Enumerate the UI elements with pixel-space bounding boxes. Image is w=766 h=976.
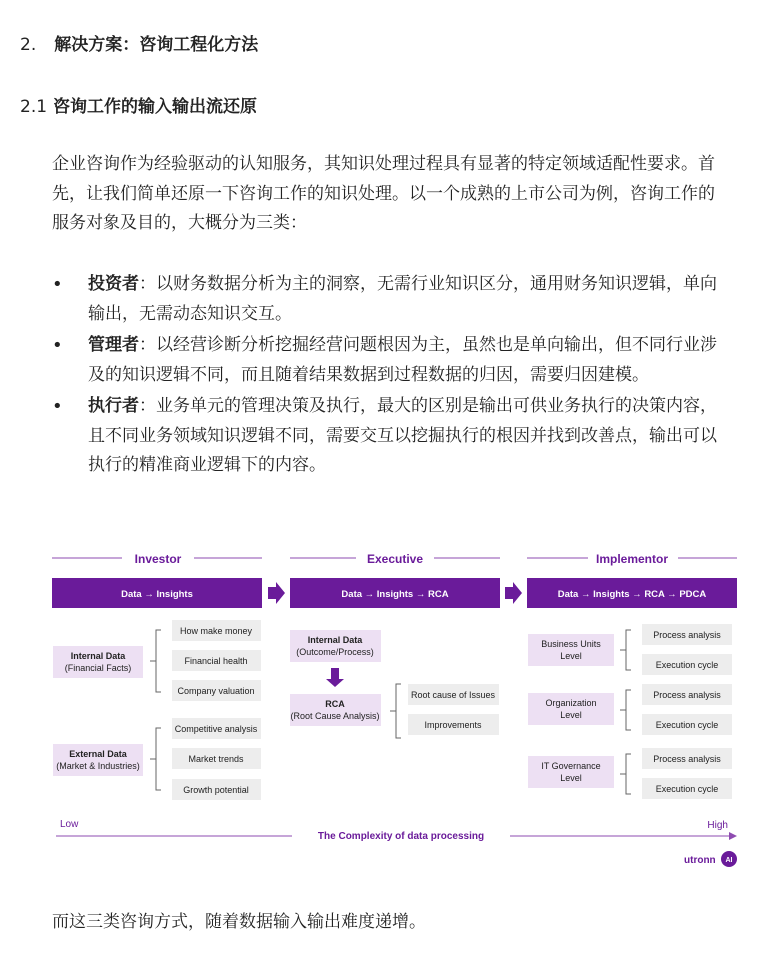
investor-external-data-box [53,744,143,776]
consulting-complexity-diagram [0,540,766,870]
bullet-term: 投资者 [88,274,139,294]
subsection-heading [20,92,257,117]
svg-text:Data → Insights → RCA → PDCA: Data → Insights → RCA → PDCA [557,589,707,600]
bullet-text: 以经营诊断分析挖掘经营问题根因为主，虽然也是单向输出，但不同行业涉及的知识逻辑不同，而且随着结果数据到过程数据的归因，需要归因建模。 [88,335,717,385]
column-executive-header [290,552,500,566]
svg-text:RCA: RCA [325,699,345,709]
executive-rca-item [408,714,499,735]
svg-text:(Outcome/Process): (Outcome/Process) [296,647,374,657]
subsection-title: 咨询工作的输入输出流还原 [53,97,258,117]
executive-internal-data-box [290,630,381,662]
section-number: 2. [20,35,37,55]
svg-text:Business Units: Business Units [541,639,601,649]
complexity-axis [56,819,736,842]
svg-text:utronn: utronn [684,855,716,866]
axis-low-label: Low [60,819,79,830]
investor-internal-item [172,650,261,671]
investor-internal-item [172,620,261,641]
bullet-text: 业务单元的管理决策及执行，最大的区别是输出可供业务执行的决策内容，且不同业务领域知识逻辑不同，需要交互以挖掘执行的根因并找到改善点，输出可以执行的精准商业逻辑下的内容。 [88,396,717,475]
list-item [52,392,722,481]
implementor-group-organization [528,684,732,735]
column-investor-header [52,552,262,566]
bullet-sep: ： [139,335,156,355]
executive-rca-item [408,684,499,705]
svg-text:Company valuation: Company valuation [177,686,255,696]
svg-text:Internal Data: Internal Data [70,651,126,661]
investor-external-item [172,748,261,769]
svg-text:Market trends: Market trends [188,754,244,764]
svg-text:Financial health: Financial health [184,656,248,666]
svg-text:Level: Level [560,651,582,661]
implementor-group-business-units [528,624,732,675]
bracket [150,630,161,692]
bracket [620,754,631,794]
bracket [620,630,631,670]
bullet-term: 执行者 [88,396,139,416]
list-item [52,270,722,329]
svg-text:Process analysis: Process analysis [653,630,721,640]
utronn-logo [684,851,737,867]
svg-text:How make money: How make money [179,626,253,636]
svg-text:Level: Level [560,710,582,720]
svg-text:External Data: External Data [69,749,127,759]
svg-text:Execution cycle: Execution cycle [655,784,719,794]
axis-high-label: High [707,820,728,831]
banner-implementor [527,578,737,608]
column-title: Implementor [595,552,669,566]
investor-external-item [172,779,261,800]
arrow-down-icon [326,668,344,687]
investor-internal-item [172,680,261,701]
svg-text:Data → Insights → RCA: Data → Insights → RCA [341,589,449,600]
executive-rca-box [290,694,381,726]
svg-text:Growth potential: Growth potential [183,785,249,795]
svg-text:IT Governance: IT Governance [541,761,601,771]
implementor-group-it-governance [528,748,732,799]
arrow-right-icon [268,582,285,604]
bullet-sep: ： [139,274,156,294]
svg-text:Improvements: Improvements [424,720,482,730]
svg-text:Competitive analysis: Competitive analysis [174,724,258,734]
bracket [390,684,401,738]
arrow-right-icon [505,582,522,604]
subsection-number: 2.1 [20,97,48,117]
svg-text:Internal Data: Internal Data [307,635,363,645]
banner-investor [52,578,262,608]
svg-text:(Root Cause Analysis): (Root Cause Analysis) [290,711,380,721]
axis-title: The Complexity of data processing [317,831,485,842]
investor-internal-data-box [53,646,143,678]
svg-text:Root cause of Issues: Root cause of Issues [410,690,496,700]
svg-text:Organization: Organization [545,698,597,708]
svg-text:(Financial Facts): (Financial Facts) [64,663,132,673]
column-implementor-header [527,552,737,566]
list-item [52,331,722,390]
svg-text:Data → Insights: Data → Insights [121,589,193,600]
svg-text:Level: Level [560,773,582,783]
bullet-text: 以财务数据分析为主的洞察，无需行业知识区分，通用财务知识逻辑，单向输出，无需动态知识交互。 [88,274,717,324]
svg-text:(Market & Industries): (Market & Industries) [56,761,140,771]
bracket [620,690,631,730]
svg-text:Process analysis: Process analysis [653,754,721,764]
svg-text:Execution cycle: Execution cycle [655,720,719,730]
closing-paragraph: 而这三类咨询方式，随着数据输入输出难度递增。 [52,912,426,932]
bullet-list [52,270,722,483]
section-title: 解决方案：咨询工程化方法 [54,35,259,55]
svg-text:Process analysis: Process analysis [653,690,721,700]
bullet-sep: ： [139,396,156,416]
column-title: Executive [366,552,424,566]
column-title: Investor [134,552,182,566]
section-heading [20,30,258,55]
intro-paragraph: 企业咨询作为经验驱动的认知服务，其知识处理过程具有显著的特定领域适配性要求。首先，让我们简单还原一下咨询工作的知识处理。以一个成熟的上市公司为例，咨询工作的服务对象及目的，大概分为三类： [52,154,715,233]
svg-text:Execution cycle: Execution cycle [655,660,719,670]
bullet-term: 管理者 [88,335,139,355]
svg-text:AI: AI [725,857,733,864]
banner-executive [290,578,500,608]
bracket [150,728,161,790]
investor-external-item [172,718,261,739]
